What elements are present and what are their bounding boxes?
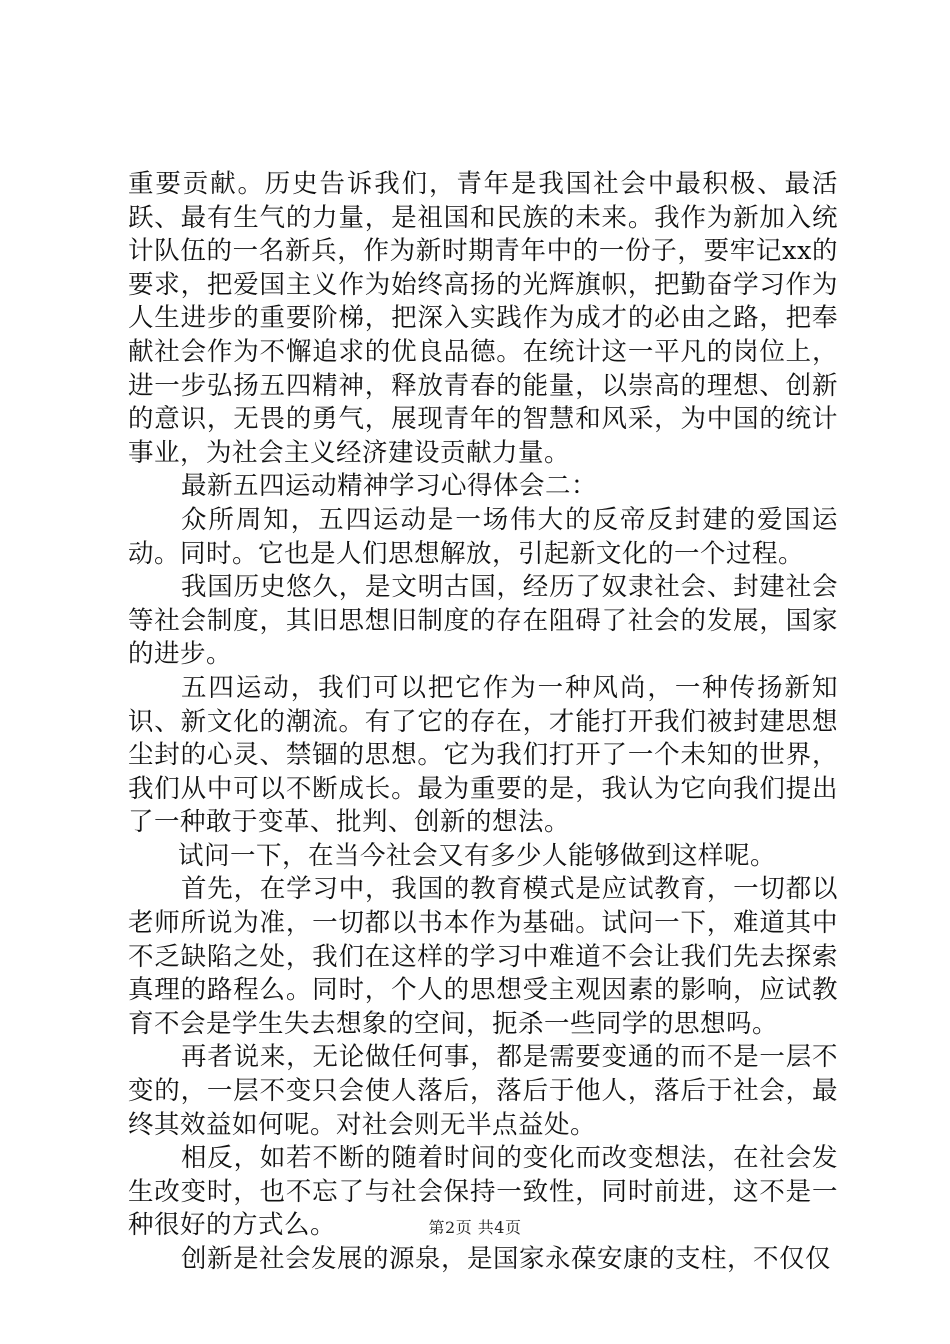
paragraph: 重要贡献。历史告诉我们，青年是我国社会中最积极、最活跃、最有生气的力量，是祖国和民族的未来。我作为新加入统计队伍的一名新兵，作为新时期青年中的一份子，要牢记xx的要求，把爱国主义作为始终高扬的光辉旗帜，把勤奋学习作为人生进步的重要阶梯，把深入实践作为成才的必由之路，把奉献社会作为不懈追求的优良品德。在统计这一平凡的岗位上，进一步弘扬五四精神，释放青春的能量，以崇高的理想、创新的意识，无畏的勇气，展现青年的智慧和风采，为中国的统计事业，为社会主义经济建设贡献力量。 [128, 169, 838, 468]
paragraph: 我国历史悠久，是文明古国，经历了奴隶社会、封建社会等社会制度，其旧思想旧制度的存在阻碍了社会的发展，国家的进步。 [128, 572, 838, 670]
section-heading: 最新五四运动精神学习心得体会二： [181, 471, 598, 502]
paragraph: 相反，如若不断的随着时间的变化而改变想法，在社会发生改变时，也不忘了与社会保持一致性，同时前进，这不是一种很好的方式么。 [128, 1143, 838, 1241]
paragraph: 再者说来，无论做任何事，都是需要变通的而不是一层不变的，一层不变只会使人落后，落后于他人，落后于社会，最终其效益如何呢。对社会则无半点益处。 [128, 1042, 838, 1140]
paragraph: 众所周知，五四运动是一场伟大的反帝反封建的爱国运动。同时。它也是人们思想解放，引起新文化的一个过程。 [128, 504, 838, 569]
paragraph: 五四运动，我们可以把它作为一种风尚，一种传扬新知识、新文化的潮流。有了它的存在，才能打开我们被封建思想尘封的心灵、禁锢的思想。它为我们打开了一个未知的世界，我们从中可以不断成长。最为重要的是，我认为它向我们提出了一种敢于变革、批判、创新的想法。 [128, 672, 838, 838]
paragraph: 首先，在学习中，我国的教育模式是应试教育，一切都以老师所说为准，一切都以书本作为基础。试问一下，难道其中不乏缺陷之处，我们在这样的学习中难道不会让我们先去探索真理的路程么。同时，个人的思想受主观因素的影响，应试教育不会是学生失去想象的空间，扼杀一些同学的思想吗。 [128, 874, 838, 1039]
page-footer: 第2页 共4页 [428, 1218, 522, 1237]
document-body [128, 168, 838, 1277]
paragraph: 创新是社会发展的源泉，是国家永葆安康的支柱，不仅仅 [181, 1244, 832, 1274]
paragraph: 试问一下，在当今社会又有多少人能够做到这样呢。 [178, 840, 777, 871]
